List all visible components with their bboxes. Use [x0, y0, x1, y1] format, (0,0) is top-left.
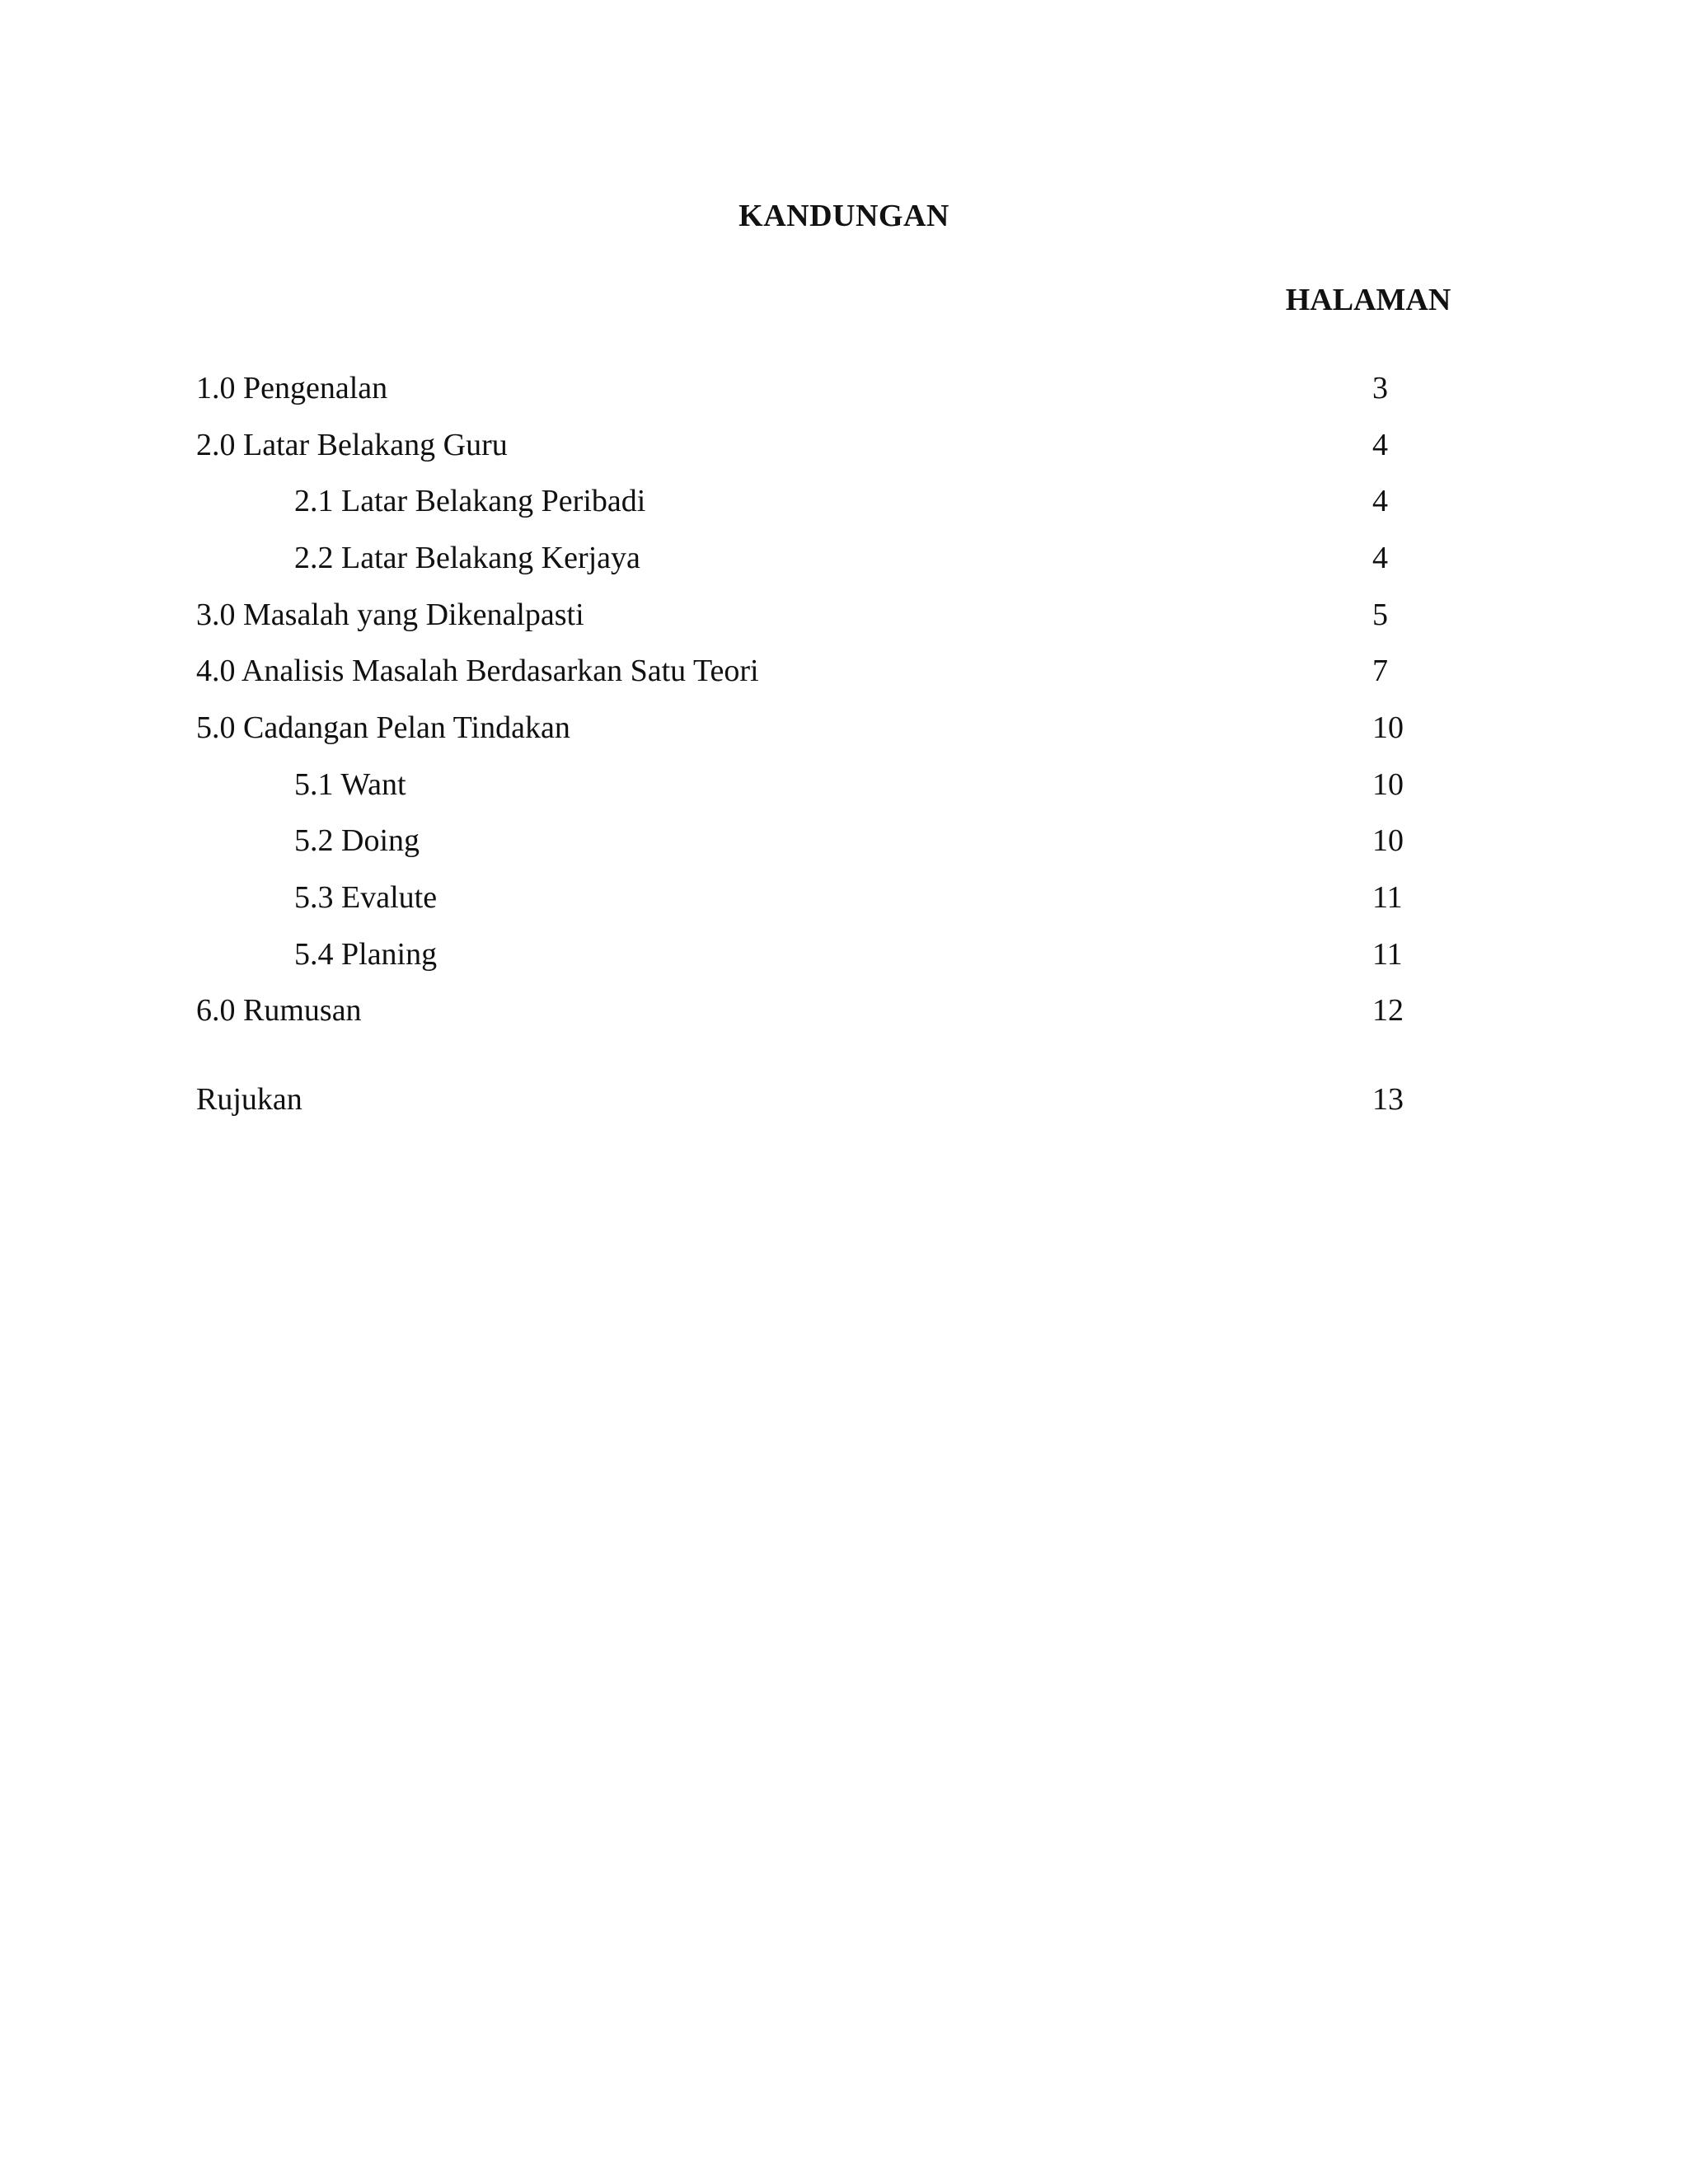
- toc-entry-page-number: 4: [1372, 541, 1388, 575]
- page-column-header: HALAMAN: [1285, 283, 1451, 317]
- toc-entry-label: 2.2 Latar Belakang Kerjaya: [294, 541, 640, 575]
- toc-entry-label: 2.1 Latar Belakang Peribadi: [294, 484, 646, 518]
- toc-entry-label: 5.2 Doing: [294, 823, 420, 858]
- toc-entry-page-number: 3: [1372, 371, 1388, 405]
- toc-entry-label: 2.0 Latar Belakang Guru: [196, 428, 508, 462]
- toc-entry-page-number: 4: [1372, 428, 1388, 462]
- toc-entry: [0, 535, 1688, 581]
- toc-entry: [0, 818, 1688, 864]
- toc-entry-label: 5.4 Planing: [294, 937, 438, 972]
- toc-entry-page-number: 7: [1372, 654, 1388, 688]
- page-title: KANDUNGAN: [738, 199, 950, 233]
- toc-entry: [0, 931, 1688, 977]
- toc-entry-page-number: 13: [1372, 1082, 1404, 1117]
- toc-entry-label: 6.0 Rumusan: [196, 993, 362, 1028]
- toc-entry-page-number: 11: [1372, 880, 1403, 915]
- toc-entry: [0, 987, 1688, 1033]
- toc-entry-label: 5.1 Want: [294, 767, 406, 802]
- toc-entry-page-number: 12: [1372, 993, 1404, 1028]
- toc-entry-label: Rujukan: [196, 1082, 302, 1117]
- toc-entry-label: 1.0 Pengenalan: [196, 371, 388, 405]
- toc-entry: [0, 365, 1688, 411]
- toc-entry-page-number: 10: [1372, 823, 1404, 858]
- toc-entry-page-number: 11: [1372, 937, 1403, 972]
- toc-entry-page-number: 10: [1372, 767, 1404, 802]
- toc-entry-label: 5.0 Cadangan Pelan Tindakan: [196, 710, 570, 745]
- toc-entry: [0, 478, 1688, 524]
- toc-entry-page-number: 4: [1372, 484, 1388, 518]
- toc-entry: [0, 648, 1688, 694]
- toc-entry: [0, 422, 1688, 468]
- toc-entry-page-number: 5: [1372, 598, 1388, 632]
- toc-entry: [0, 705, 1688, 751]
- toc-entry-label: 3.0 Masalah yang Dikenalpasti: [196, 598, 584, 632]
- toc-entry: [0, 592, 1688, 638]
- toc-entry: [0, 1076, 1688, 1122]
- toc-entry-label: 4.0 Analisis Masalah Berdasarkan Satu Teori: [196, 654, 759, 688]
- toc-entry-page-number: 10: [1372, 710, 1404, 745]
- toc-entry: [0, 762, 1688, 808]
- toc-entry: [0, 874, 1688, 921]
- toc-entry-label: 5.3 Evalute: [294, 880, 438, 915]
